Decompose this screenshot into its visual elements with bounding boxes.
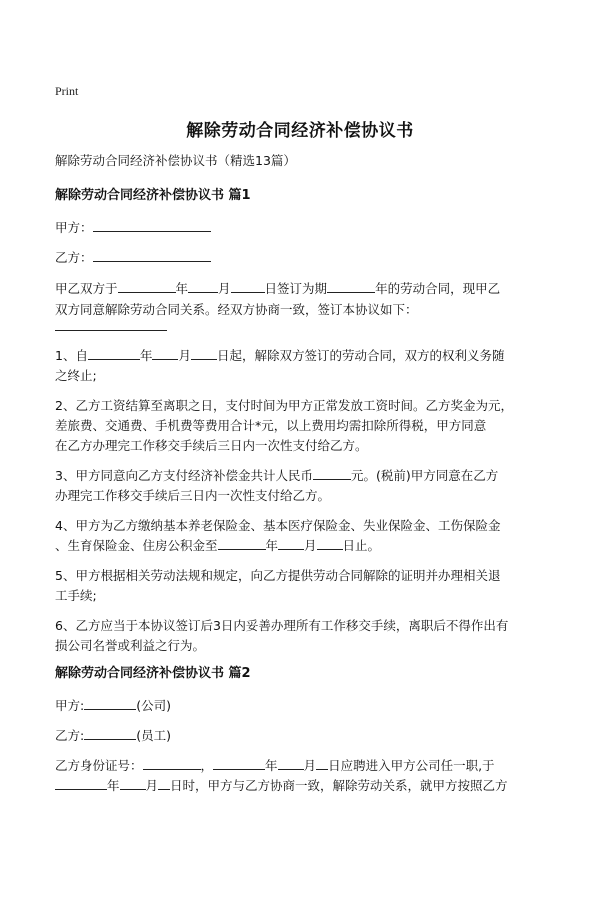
party-b-label: 乙方: [55, 728, 85, 743]
party-a-label: 甲方: [55, 698, 85, 713]
day-blank [317, 536, 343, 550]
s2-party-b-line [55, 726, 550, 745]
clause-text: 元。(税前)甲方同意在乙方 [350, 468, 499, 483]
year-blank [55, 776, 107, 790]
month-blank [152, 346, 178, 360]
clause-3-line-1 [55, 466, 550, 485]
clause-text: 1、自 [55, 348, 88, 363]
clause-text: 、生育保险金、住房公积金至 [55, 538, 218, 553]
section-1-heading: 解除劳动合同经济补偿协议书 篇1 [55, 188, 251, 203]
party-a-blank [93, 218, 211, 232]
s2-id-line-1 [55, 756, 550, 775]
intro-text: 年 [175, 281, 189, 296]
id-text: 月 [145, 778, 159, 793]
clause-2-line-1: 2、乙方工资结算至离职之日，支付时间为甲方正常发放工资时间。乙方奖金为元， [55, 398, 513, 413]
year-blank [213, 756, 265, 770]
intro-text: 日签订为期 [264, 281, 328, 296]
party-b-line [55, 248, 550, 267]
clause-text: 月 [178, 348, 191, 363]
party-b-blank [93, 248, 211, 262]
party-a-blank [84, 696, 136, 710]
id-number-blank [143, 756, 201, 770]
amount-blank [313, 466, 351, 480]
term-blank [327, 279, 375, 293]
party-b-blank [84, 726, 136, 740]
clause-text: 日起，解除双方签订的劳动合同，双方的权利义务随 [216, 348, 505, 363]
clause-5-line-1: 5、甲方根据相关劳动法规和规定，向乙方提供劳动合同解除的证明并办理相关退 [55, 568, 501, 583]
party-b-role: (员工) [136, 728, 171, 743]
party-a-line [55, 218, 550, 237]
day-blank [158, 776, 170, 790]
intro-text: 月 [218, 281, 231, 296]
party-a-role: (公司) [136, 698, 171, 713]
day-blank [316, 756, 328, 770]
clause-2-line-2: 差旅费、交通费、手机费等费用合计*元，以上费用均需扣除所得税，甲方同意 [55, 418, 487, 433]
intro-text: 年的劳动合同，现甲乙 [375, 281, 501, 296]
year-blank [88, 346, 140, 360]
section-2-heading: 解除劳动合同经济补偿协议书 篇2 [55, 666, 251, 681]
clause-4-line-1: 4、甲方为乙方缴纳基本养老保险金、基本医疗保险金、失业保险金、工伤保险金 [55, 518, 501, 533]
intro-text: 甲乙双方于 [55, 281, 118, 296]
day-blank [231, 279, 265, 293]
clause-text: 年 [265, 538, 279, 553]
id-text: 年 [265, 758, 278, 773]
month-blank [278, 536, 304, 550]
s2-party-a-line [55, 696, 550, 715]
month-blank [188, 279, 218, 293]
clause-6-line-2: 损公司名誉或利益之行为。 [55, 638, 206, 653]
intro-line-2: 双方同意解除劳动合同关系。经双方协商一致，签订本协议如下： [55, 302, 418, 317]
month-blank [278, 756, 304, 770]
id-text: 乙方身份证号： [55, 758, 143, 773]
signature-rule [55, 330, 167, 331]
id-text: 日应聘进入甲方公司任一职,于 [328, 758, 495, 773]
intro-line-1 [55, 279, 550, 298]
print-label: Print [55, 84, 79, 98]
id-text: 年 [107, 778, 120, 793]
party-b-label: 乙方： [55, 250, 93, 265]
clause-6-line-1: 6、乙方应当于本协议签订后3日内妥善办理所有工作移交手续，离职后不得作出有 [55, 618, 509, 633]
id-text: 日时，甲方与乙方协商一致，解除劳动关系，就甲方按照乙方 [170, 778, 508, 793]
clause-text: 日止。 [342, 538, 381, 553]
s2-id-line-2 [55, 776, 550, 795]
document-subtitle: 解除劳动合同经济补偿协议书（精选13篇） [55, 153, 296, 168]
year-blank [118, 279, 176, 293]
month-blank [120, 776, 146, 790]
clause-4-line-2 [55, 536, 550, 555]
clause-text: 月 [304, 538, 317, 553]
id-text: ， [200, 758, 214, 773]
clause-1-line-2: 之终止; [55, 368, 97, 383]
party-a-label: 甲方： [55, 220, 93, 235]
document-title: 解除劳动合同经济补偿协议书 [186, 121, 414, 141]
clause-text: 年 [139, 348, 153, 363]
clause-2-line-3: 在乙方办理完工作移交手续后三日内一次性支付给乙方。 [55, 438, 368, 453]
year-blank [218, 536, 266, 550]
clause-1-line-1 [55, 346, 550, 365]
clause-5-line-2: 工手续; [55, 588, 97, 603]
clause-text: 3、甲方同意向乙方支付经济补偿金共计人民币 [55, 468, 313, 483]
clause-3-line-2: 办理完工作移交手续后三日内一次性支付给乙方。 [55, 488, 331, 503]
id-text: 月 [303, 758, 317, 773]
day-blank [191, 346, 217, 360]
